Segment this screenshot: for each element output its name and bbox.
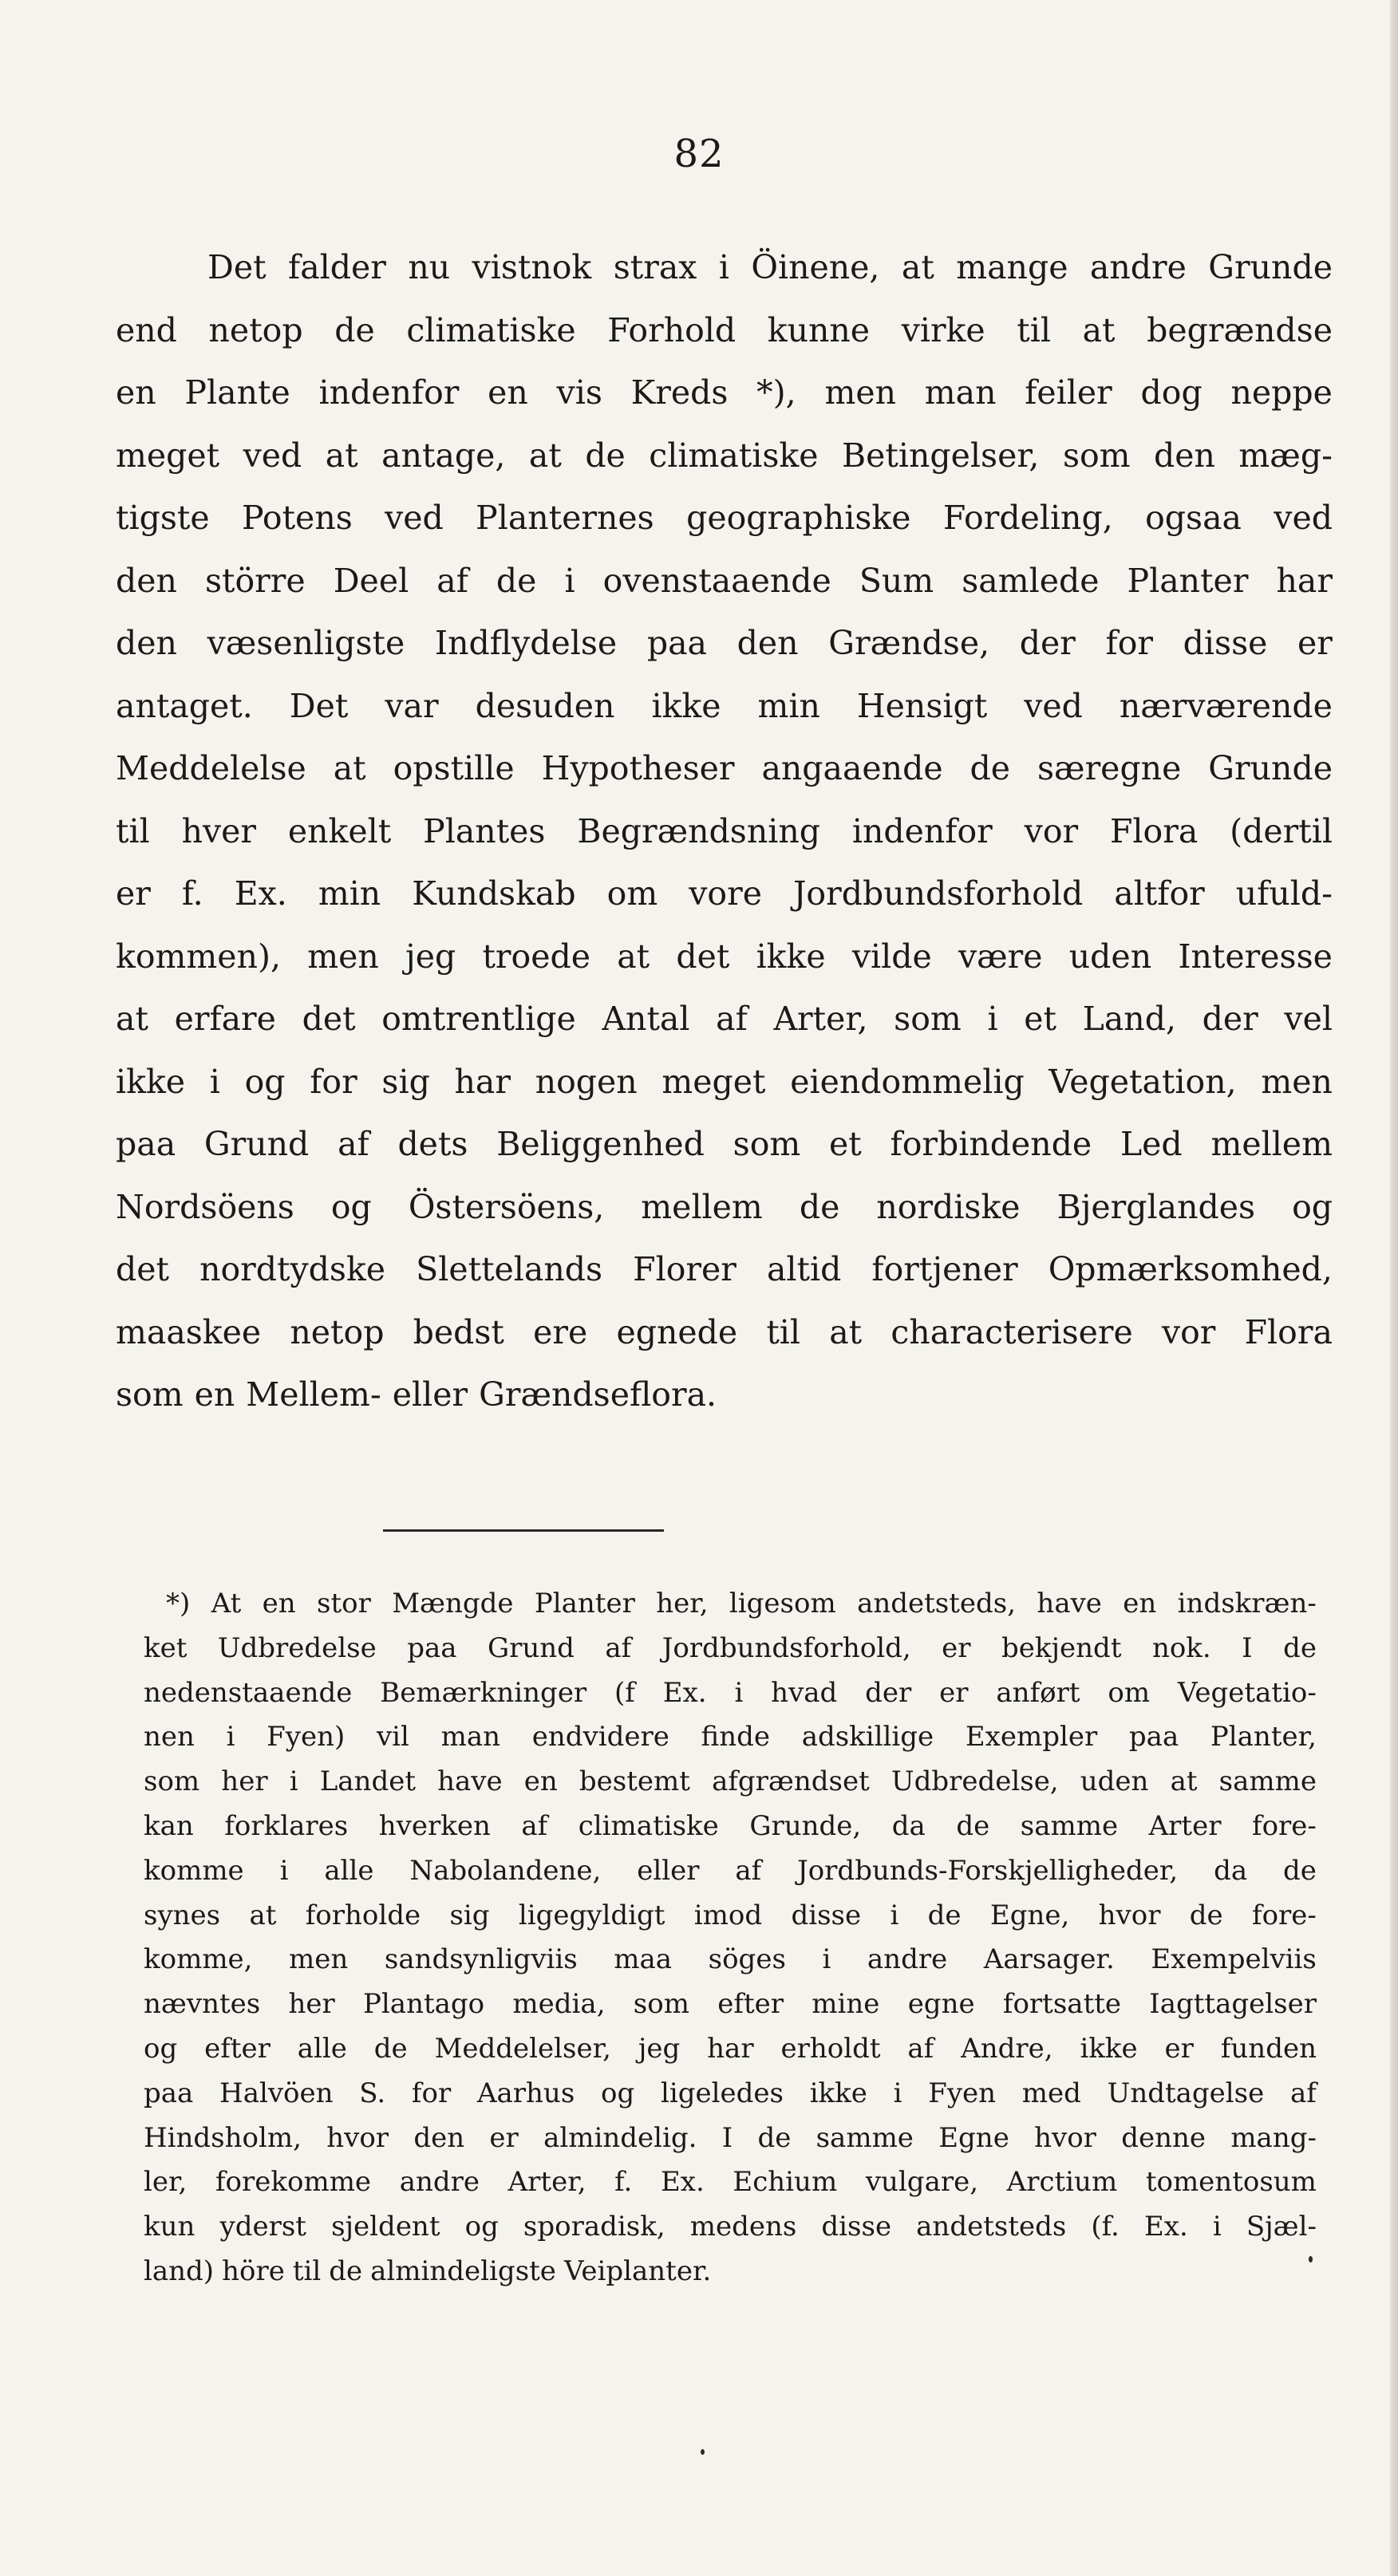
footnote-line: kun yderst sjeldent og sporadisk, medens disse andetsteds (f. Ex. i Sjæl- [144,2211,1317,2243]
footnote-line: paa Halvöen S. for Aarhus og ligeledes ikke i Fyen med Undtagelse af [144,2077,1317,2109]
page-edge-shadow [1390,0,1398,2576]
footnote-line: nedenstaaende Bemærkninger (f Ex. i hvad der er anført om Vegetatio- [144,1676,1317,1709]
text-line: paa Grund af dets Beliggenhed som et forbindende Led mellem [116,1125,1333,1163]
text-line: at erfare det omtrentlige Antal af Arter, som i et Land, der vel [116,1000,1333,1038]
footnote-line: synes at forholde sig ligegyldigt imod disse i de Egne, hvor de fore- [144,1899,1317,1931]
footnote-line: komme i alle Nabolandene, eller af Jordbunds-Forskjelligheder, da de [144,1854,1317,1887]
footnote-line: kan forklares hverken af climatiske Grunde, da de samme Arter fore- [144,1809,1317,1842]
footnote-line: *) At en stor Mængde Planter her, ligesom andetsteds, have en indskræn- [166,1588,1317,1619]
text-line: kommen), men jeg troede at det ikke vilde være uden Interesse [116,937,1333,976]
footnote-separator-rule [383,1529,664,1532]
text-line: tigste Potens ved Planternes geographiske Fordeling, ogsaa ved [116,499,1333,537]
footnote [144,1582,1317,2294]
text-line: Meddelelse at opstille Hypotheser angaaende de særegne Grunde [116,749,1333,787]
footnote-line: nen i Fyen) vil man endvidere finde adskillige Exempler paa Planter, [144,1721,1317,1753]
text-line: end netop de climatiske Forhold kunne virke til at begrændse [116,310,1333,349]
footnote-line: ler, forekomme andre Arter, f. Ex. Echium vulgare, Arctium tomentosum [144,2166,1317,2199]
footnote-line: land) höre til de almindeligste Veiplanter. [144,2254,712,2287]
print-speck [1309,2256,1313,2262]
text-line: Det falder nu vistnok strax i Öinene, at mange andre Grunde [207,248,1333,286]
main-paragraph [116,236,1333,1426]
text-line: meget ved at antage, at de climatiske Betingelser, som den mæg- [116,436,1333,475]
text-line: det nordtydske Slettelands Florer altid fortjener Opmærksomhed, [116,1250,1333,1288]
text-line: til hver enkelt Plantes Begrændsning indenfor vor Flora (dertil [116,811,1333,850]
footnote-line: som her i Landet have en bestemt afgrændset Udbredelse, uden at samme [144,1765,1317,1798]
text-line: en Plante indenfor en vis Kreds *), men man feiler dog neppe [116,373,1333,412]
text-line: er f. Ex. min Kundskab om vore Jordbundsforhold altfor ufuld- [116,874,1333,913]
footnote-line: ket Udbredelse paa Grund af Jordbundsforhold, er bekjendt nok. I de [144,1631,1317,1664]
text-line: Nordsöens og Östersöens, mellem de nordiske Bjerglandes og [116,1187,1333,1226]
text-line: den större Deel af de i ovenstaaende Sum samlede Planter har [116,561,1333,600]
text-line: som en Mellem- eller Grændseflora. [116,1375,717,1414]
footnote-line: og efter alle de Meddelelser, jeg har erholdt af Andre, ikke er funden [144,2032,1317,2065]
print-speck [701,2449,705,2455]
text-line: maaskee netop bedst ere egnede til at characterisere vor Flora [116,1312,1333,1351]
text-line: antaget. Det var desuden ikke min Hensigt ved nærværende [116,686,1333,725]
text-line: ikke i og for sig har nogen meget eiendommelig Vegetation, men [116,1062,1333,1101]
footnote-line: Hindsholm, hvor den er almindelig. I de samme Egne hvor denne mang- [144,2121,1317,2154]
page-number: 82 [673,132,725,176]
footnote-line: komme, men sandsynligviis maa söges i andre Aarsager. Exempelviis [144,1943,1317,1976]
text-line: den væsenligste Indflydelse paa den Grændse, der for disse er [116,624,1333,662]
footnote-line: nævntes her Plantago media, som efter mine egne fortsatte Iagttagelser [144,1988,1317,2021]
